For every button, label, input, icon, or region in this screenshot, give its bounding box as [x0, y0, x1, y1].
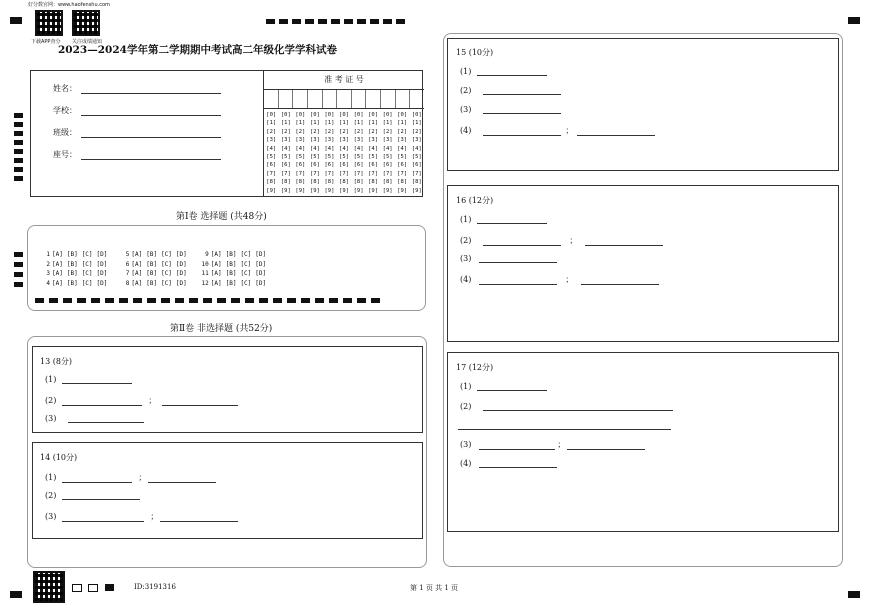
exam-id-bubble[interactable]: [4]	[397, 145, 408, 152]
student-info-box	[30, 70, 423, 197]
exam-id-bubble[interactable]: [0]	[266, 112, 277, 118]
q13-answer-2a[interactable]	[62, 397, 142, 406]
q17-header: 17 (12分)	[456, 363, 494, 372]
q13-answer-2b[interactable]	[162, 397, 238, 406]
choice-bubble[interactable]: [B]	[225, 279, 237, 287]
exam-id-bubble[interactable]: [9]	[324, 187, 335, 194]
exam-id-bubble[interactable]: [4]	[324, 145, 335, 152]
exam-id-bubble[interactable]: [1]	[382, 120, 393, 127]
exam-id-bubble[interactable]: [2]	[309, 128, 320, 135]
question-17-box	[447, 352, 839, 532]
q17-answer-4[interactable]	[479, 459, 557, 468]
choice-bubble[interactable]: [B]	[225, 251, 237, 258]
choice-row	[199, 269, 270, 279]
exam-id-bubble[interactable]: [5]	[280, 154, 291, 161]
choice-column	[119, 250, 190, 288]
q17-item-4: (4)	[460, 459, 472, 468]
q15-item-3: (3)	[460, 105, 472, 114]
school-line[interactable]	[81, 107, 221, 116]
exam-id-bubble[interactable]: [9]	[368, 187, 379, 194]
exam-id-bubble[interactable]: [0]	[339, 112, 349, 118]
exam-id-bubble[interactable]: [1]	[411, 120, 422, 127]
timing-marks-top	[266, 19, 405, 24]
q13-answer-1[interactable]	[62, 375, 132, 384]
exam-id-bubble[interactable]: [8]	[295, 179, 306, 186]
exam-id-bubble[interactable]: [6]	[368, 162, 379, 169]
q14-answer-1b[interactable]	[148, 474, 216, 483]
q15-answer-4a[interactable]	[483, 127, 561, 136]
q14-answer-3b[interactable]	[160, 513, 238, 522]
q16-answer-3[interactable]	[479, 254, 557, 263]
q16-semi-4: ；	[565, 275, 574, 284]
q17-answer-3b[interactable]	[567, 441, 645, 450]
choice-row	[40, 250, 111, 260]
q14-answer-3a[interactable]	[62, 513, 144, 522]
exam-id-bubble[interactable]: [7]	[324, 170, 335, 177]
page-title: 2023—2024学年第二学期期中考试高二年级化学学科试卷	[58, 44, 337, 56]
exam-id-bubble[interactable]: [8]	[339, 179, 349, 186]
q14-answer-1a[interactable]	[62, 474, 132, 483]
exam-id-column	[351, 111, 366, 195]
exam-id-bubble[interactable]: [1]	[339, 120, 349, 127]
exam-id-bubble[interactable]: [7]	[295, 170, 306, 177]
timing-marks-choice	[35, 298, 380, 303]
question-14-box	[32, 442, 423, 539]
choice-bubble[interactable]: [B]	[146, 251, 158, 258]
q17-item-1: (1)	[460, 382, 472, 391]
exam-id-bubble[interactable]: [6]	[309, 162, 320, 169]
choice-bubble[interactable]: [B]	[225, 270, 237, 277]
exam-id-bubble[interactable]: [4]	[382, 145, 393, 152]
q13-item-3: (3)	[45, 414, 57, 423]
corner-mark	[848, 17, 860, 24]
choice-bubble[interactable]: [A]	[210, 260, 222, 268]
exam-id-bubble[interactable]: [7]	[353, 170, 364, 177]
exam-id-bubble[interactable]: [7]	[309, 170, 320, 177]
q15-answer-4b[interactable]	[577, 127, 655, 136]
exam-id-bubble[interactable]: [2]	[411, 128, 422, 135]
choice-bubble[interactable]: [C]	[81, 251, 93, 258]
choice-bubble[interactable]: [A]	[131, 260, 143, 268]
info-fields	[53, 83, 221, 171]
exam-id-bubble[interactable]: [4]	[266, 145, 277, 152]
exam-id-bubble[interactable]: [9]	[382, 187, 393, 194]
choice-bubble[interactable]: [C]	[161, 251, 172, 258]
exam-id-bubble[interactable]: [1]	[309, 120, 320, 127]
choice-bubble[interactable]: [B]	[66, 251, 78, 258]
exam-id-bubble[interactable]: [6]	[411, 162, 422, 169]
question-number: 2	[46, 260, 50, 268]
q15-answer-1[interactable]	[477, 67, 547, 76]
exam-id-bubble[interactable]: [3]	[353, 137, 364, 144]
exam-id-bubble[interactable]: [1]	[368, 120, 379, 127]
qr-code-app	[35, 10, 63, 36]
field-seat-label: 座号：	[53, 150, 77, 159]
exam-id-bubble[interactable]: [5]	[324, 154, 335, 161]
choice-bubble[interactable]: [D]	[255, 270, 267, 277]
choice-bubble[interactable]: [A]	[52, 260, 63, 268]
exam-id-bubble[interactable]: [1]	[324, 120, 335, 127]
choice-bubble[interactable]: [A]	[52, 270, 63, 277]
exam-id-bubble[interactable]: [2]	[382, 128, 393, 135]
exam-id-bubble[interactable]: [8]	[309, 179, 320, 186]
choice-column	[199, 250, 270, 288]
choice-bubble[interactable]: [D]	[175, 251, 187, 258]
question-number: 5	[125, 251, 130, 258]
exam-id-column	[395, 111, 410, 195]
page-number: 第 1 页 共 1 页	[410, 584, 459, 592]
q16-answer-4b[interactable]	[581, 276, 659, 285]
choice-bubble[interactable]: [C]	[81, 260, 93, 268]
q15-item-4: (4)	[460, 126, 472, 135]
exam-id-bubble[interactable]: [9]	[339, 187, 349, 194]
q13-header: 13 (8分)	[40, 357, 73, 366]
exam-id-bubble[interactable]: [3]	[280, 137, 291, 144]
choice-bubble[interactable]: [C]	[240, 251, 252, 258]
exam-id-column	[264, 111, 279, 195]
section2-title: 第Ⅱ卷 非选择题 (共52分)	[170, 324, 273, 334]
exam-id-bubble[interactable]: [0]	[324, 112, 335, 118]
choice-grid	[40, 250, 270, 288]
exam-id-bubble[interactable]: [3]	[309, 137, 320, 144]
footer-qr-code	[33, 571, 65, 603]
q14-item-3: (3)	[45, 512, 57, 521]
exam-id-bubbles[interactable]	[264, 109, 424, 195]
choice-bubble[interactable]: [A]	[210, 270, 222, 277]
choice-row	[40, 279, 111, 289]
question-number: 3	[46, 270, 50, 277]
q17-semi: ；	[557, 440, 566, 449]
exam-id-bubble[interactable]: [0]	[397, 112, 408, 118]
choice-bubble[interactable]: [C]	[81, 279, 93, 287]
choice-row	[119, 260, 190, 270]
exam-id-bubble[interactable]: [2]	[339, 128, 349, 135]
footer-checkbox-1	[72, 584, 82, 592]
corner-mark	[848, 591, 860, 598]
exam-id-bubble[interactable]: [0]	[295, 112, 306, 118]
exam-id-bubble[interactable]: [7]	[368, 170, 379, 177]
choice-bubble[interactable]: [C]	[240, 270, 252, 277]
exam-id-bubble[interactable]: [5]	[339, 154, 349, 161]
exam-id-column	[293, 111, 308, 195]
exam-id-column	[337, 111, 352, 195]
question-number: 9	[205, 251, 209, 258]
exam-id-bubble[interactable]: [8]	[353, 179, 364, 186]
q16-semi: ；	[569, 236, 578, 245]
exam-id-bubble[interactable]: [2]	[324, 128, 335, 135]
q16-answer-2a[interactable]	[483, 237, 561, 246]
question-13-box	[32, 346, 423, 433]
exam-id-bubble[interactable]: [6]	[397, 162, 408, 169]
choice-bubble[interactable]: [C]	[161, 279, 172, 287]
exam-id-bubble[interactable]: [3]	[324, 137, 335, 144]
exam-id-column	[308, 111, 323, 195]
q15-answer-3[interactable]	[483, 105, 561, 114]
exam-id-bubble[interactable]: [7]	[280, 170, 291, 177]
exam-id-label: 准 考 证 号	[264, 71, 424, 90]
exam-id-bubble[interactable]: [3]	[411, 137, 422, 144]
q14-item-1: (1)	[45, 473, 57, 482]
q17-answer-1[interactable]	[477, 382, 547, 391]
exam-id-bubble[interactable]: [2]	[295, 128, 306, 135]
choice-row	[119, 250, 190, 260]
choice-bubble[interactable]: [C]	[240, 279, 252, 287]
exam-id-bubble[interactable]: [6]	[295, 162, 306, 169]
exam-id-bubble[interactable]: [6]	[353, 162, 364, 169]
question-number: 11	[201, 270, 209, 277]
exam-id-column	[380, 111, 395, 195]
name-line[interactable]	[81, 85, 221, 94]
exam-id-bubble[interactable]: [3]	[266, 137, 277, 144]
exam-id-bubble[interactable]: [4]	[368, 145, 379, 152]
choice-bubble[interactable]: [B]	[66, 270, 78, 277]
question-number: 7	[125, 270, 130, 277]
exam-id-bubble[interactable]: [9]	[295, 187, 306, 194]
q14-item-2: (2)	[45, 491, 57, 500]
choice-bubble[interactable]: [D]	[255, 251, 267, 258]
exam-id-column	[366, 111, 381, 195]
q17-item-3: (3)	[460, 440, 472, 449]
seat-line[interactable]	[81, 151, 221, 160]
exam-id-bubble[interactable]: [3]	[397, 137, 408, 144]
corner-mark	[10, 591, 22, 598]
choice-bubble[interactable]: [D]	[96, 251, 108, 258]
choice-row	[119, 269, 190, 279]
exam-id-write-cells	[264, 90, 424, 109]
choice-bubble[interactable]: [A]	[210, 279, 222, 287]
exam-id-bubble[interactable]: [6]	[382, 162, 393, 169]
exam-id-bubble[interactable]: [2]	[368, 128, 379, 135]
exam-id-column	[409, 111, 424, 195]
choice-bubble[interactable]: [D]	[96, 279, 108, 287]
q13-semi: ；	[148, 396, 157, 405]
side-marks-info	[14, 113, 23, 185]
q17-answer-2a[interactable]	[483, 402, 673, 411]
choice-bubble[interactable]: [B]	[66, 279, 78, 287]
q16-header: 16 (12分)	[456, 196, 494, 205]
exam-id-bubble[interactable]: [1]	[397, 120, 408, 127]
question-16-box	[447, 185, 839, 342]
exam-id-bubble[interactable]: [9]	[353, 187, 364, 194]
q13-item-1: (1)	[45, 375, 57, 384]
exam-id-bubble[interactable]: [5]	[309, 154, 320, 161]
exam-id-bubble[interactable]: [4]	[309, 145, 320, 152]
site-url: 好分数官网：www.haofenshu.com	[28, 2, 110, 8]
choice-bubble[interactable]: [B]	[225, 260, 237, 268]
qr-label-app: 下载APP查分	[31, 39, 61, 45]
q17-answer-2b[interactable]	[458, 421, 671, 430]
exam-id-bubble[interactable]: [2]	[353, 128, 364, 135]
exam-id-bubble[interactable]: [0]	[353, 112, 364, 118]
q16-answer-1[interactable]	[477, 215, 547, 224]
exam-id-bubble[interactable]: [6]	[280, 162, 291, 169]
question-number: 1	[46, 251, 50, 258]
choice-box	[27, 225, 426, 311]
exam-id-bubble[interactable]: [7]	[397, 170, 408, 177]
exam-id-bubble[interactable]: [4]	[280, 145, 291, 152]
exam-id-bubble[interactable]: [0]	[368, 112, 379, 118]
exam-id-bubble[interactable]: [4]	[295, 145, 306, 152]
exam-id-bubble[interactable]: [8]	[280, 179, 291, 186]
choice-bubble[interactable]: [D]	[96, 270, 108, 277]
exam-id-bubble[interactable]: [9]	[397, 187, 408, 194]
exam-id-bubble[interactable]: [7]	[339, 170, 349, 177]
exam-id-bubble[interactable]: [2]	[266, 128, 277, 135]
exam-id-bubble[interactable]: [1]	[266, 120, 277, 127]
choice-bubble[interactable]: [C]	[81, 270, 93, 277]
exam-id-bubble[interactable]: [1]	[280, 120, 291, 127]
q15-item-1: (1)	[460, 67, 472, 76]
choice-bubble[interactable]: [A]	[210, 251, 222, 258]
qr-label-notice: 关注成绩通知	[72, 39, 103, 45]
exam-id-bubble[interactable]: [1]	[295, 120, 306, 127]
footer-mark	[105, 584, 114, 591]
choice-bubble[interactable]: [C]	[161, 260, 172, 268]
q14-semi: ；	[138, 473, 147, 482]
exam-id-bubble[interactable]: [5]	[295, 154, 306, 161]
footer-id: ID:3191316	[134, 583, 176, 591]
choice-bubble[interactable]: [A]	[131, 279, 143, 287]
question-number: 8	[125, 279, 130, 287]
exam-id-bubble[interactable]: [3]	[382, 137, 393, 144]
corner-mark	[10, 17, 22, 24]
exam-id-bubble[interactable]: [9]	[411, 187, 422, 194]
choice-bubble[interactable]: [D]	[96, 260, 108, 268]
choice-bubble[interactable]: [D]	[175, 279, 187, 287]
choice-row	[119, 279, 190, 289]
q16-item-3: (3)	[460, 254, 472, 263]
exam-id-bubble[interactable]: [0]	[411, 112, 422, 118]
exam-id-bubble[interactable]: [3]	[339, 137, 349, 144]
choice-bubble[interactable]: [A]	[131, 270, 143, 277]
q13-answer-3[interactable]	[68, 414, 144, 423]
exam-id-bubble[interactable]: [7]	[266, 170, 277, 177]
choice-bubble[interactable]: [A]	[52, 251, 63, 258]
choice-bubble[interactable]: [D]	[175, 260, 187, 268]
exam-id-bubble[interactable]: [5]	[353, 154, 364, 161]
choice-bubble[interactable]: [B]	[66, 260, 78, 268]
footer-checkbox-2	[88, 584, 98, 592]
q13-item-2: (2)	[45, 396, 57, 405]
qr-code-notice	[72, 10, 100, 36]
exam-id-bubble[interactable]: [5]	[382, 154, 393, 161]
q17-item-2: (2)	[460, 402, 472, 411]
choice-bubble[interactable]: [C]	[240, 260, 252, 268]
choice-column	[40, 250, 111, 288]
question-number: 4	[46, 279, 50, 287]
choice-bubble[interactable]: [D]	[255, 260, 267, 268]
exam-id-bubble[interactable]: [2]	[280, 128, 291, 135]
q14-semi-3: ；	[150, 512, 159, 521]
exam-id-bubble[interactable]: [4]	[339, 145, 349, 152]
choice-row	[199, 250, 270, 260]
q16-item-1: (1)	[460, 215, 472, 224]
choice-bubble[interactable]: [D]	[175, 270, 187, 277]
exam-id-bubble[interactable]: [9]	[266, 187, 277, 194]
exam-id-bubble[interactable]: [8]	[324, 179, 335, 186]
q16-answer-4a[interactable]	[479, 276, 557, 285]
choice-bubble[interactable]: [C]	[161, 270, 172, 277]
exam-id-panel	[263, 71, 424, 196]
exam-id-bubble[interactable]: [6]	[339, 162, 349, 169]
exam-id-bubble[interactable]: [6]	[324, 162, 335, 169]
exam-id-bubble[interactable]: [3]	[295, 137, 306, 144]
q16-answer-2b[interactable]	[585, 237, 663, 246]
choice-bubble[interactable]: [B]	[146, 260, 158, 268]
exam-id-bubble[interactable]: [7]	[411, 170, 422, 177]
exam-id-bubble[interactable]: [8]	[411, 179, 422, 186]
exam-id-bubble[interactable]: [8]	[368, 179, 379, 186]
choice-bubble[interactable]: [D]	[255, 279, 267, 287]
q15-header: 15 (10分)	[456, 48, 494, 57]
question-15-box	[447, 38, 839, 171]
choice-row	[199, 279, 270, 289]
exam-id-bubble[interactable]: [9]	[280, 187, 291, 194]
exam-id-bubble[interactable]: [2]	[397, 128, 408, 135]
exam-id-bubble[interactable]: [8]	[397, 179, 408, 186]
exam-id-bubble[interactable]: [0]	[382, 112, 393, 118]
field-class-label: 班级：	[53, 128, 77, 137]
exam-id-bubble[interactable]: [4]	[353, 145, 364, 152]
choice-row	[40, 260, 111, 270]
question-number: 6	[125, 260, 130, 268]
exam-id-bubble[interactable]: [0]	[280, 112, 291, 118]
choice-bubble[interactable]: [A]	[131, 251, 143, 258]
exam-id-bubble[interactable]: [5]	[368, 154, 379, 161]
choice-bubble[interactable]: [B]	[146, 279, 158, 287]
choice-bubble[interactable]: [B]	[146, 270, 158, 277]
exam-id-bubble[interactable]: [1]	[353, 120, 364, 127]
exam-id-bubble[interactable]: [8]	[266, 179, 277, 186]
choice-row	[199, 260, 270, 270]
exam-id-bubble[interactable]: [5]	[411, 154, 422, 161]
q16-item-2: (2)	[460, 236, 472, 245]
exam-id-bubble[interactable]: [3]	[368, 137, 379, 144]
field-school-label: 学校：	[53, 106, 77, 115]
exam-id-bubble[interactable]: [7]	[382, 170, 393, 177]
choice-bubble[interactable]: [A]	[52, 279, 63, 287]
exam-id-bubble[interactable]: [0]	[309, 112, 320, 118]
q14-answer-2[interactable]	[62, 491, 140, 500]
exam-id-bubble[interactable]: [8]	[382, 179, 393, 186]
field-name-label: 姓名：	[53, 84, 77, 93]
exam-id-bubble[interactable]: [5]	[266, 154, 277, 161]
q15-item-2: (2)	[460, 86, 472, 95]
side-marks-choice	[14, 252, 23, 292]
exam-id-bubble[interactable]: [6]	[266, 162, 277, 169]
exam-id-column	[322, 111, 337, 195]
q16-item-4: (4)	[460, 275, 472, 284]
exam-id-bubble[interactable]: [4]	[411, 145, 422, 152]
q17-answer-3a[interactable]	[479, 441, 555, 450]
class-line[interactable]	[81, 129, 221, 138]
q15-semi: ；	[565, 126, 574, 135]
q15-answer-2[interactable]	[483, 86, 561, 95]
exam-id-bubble[interactable]: [9]	[309, 187, 320, 194]
exam-id-bubble[interactable]: [5]	[397, 154, 408, 161]
question-number: 12	[201, 279, 209, 287]
choice-row	[40, 269, 111, 279]
question-number: 10	[201, 260, 209, 268]
section1-title: 第Ⅰ卷 选择题 (共48分)	[176, 212, 267, 222]
exam-id-column	[279, 111, 294, 195]
q14-header: 14 (10分)	[40, 453, 78, 462]
